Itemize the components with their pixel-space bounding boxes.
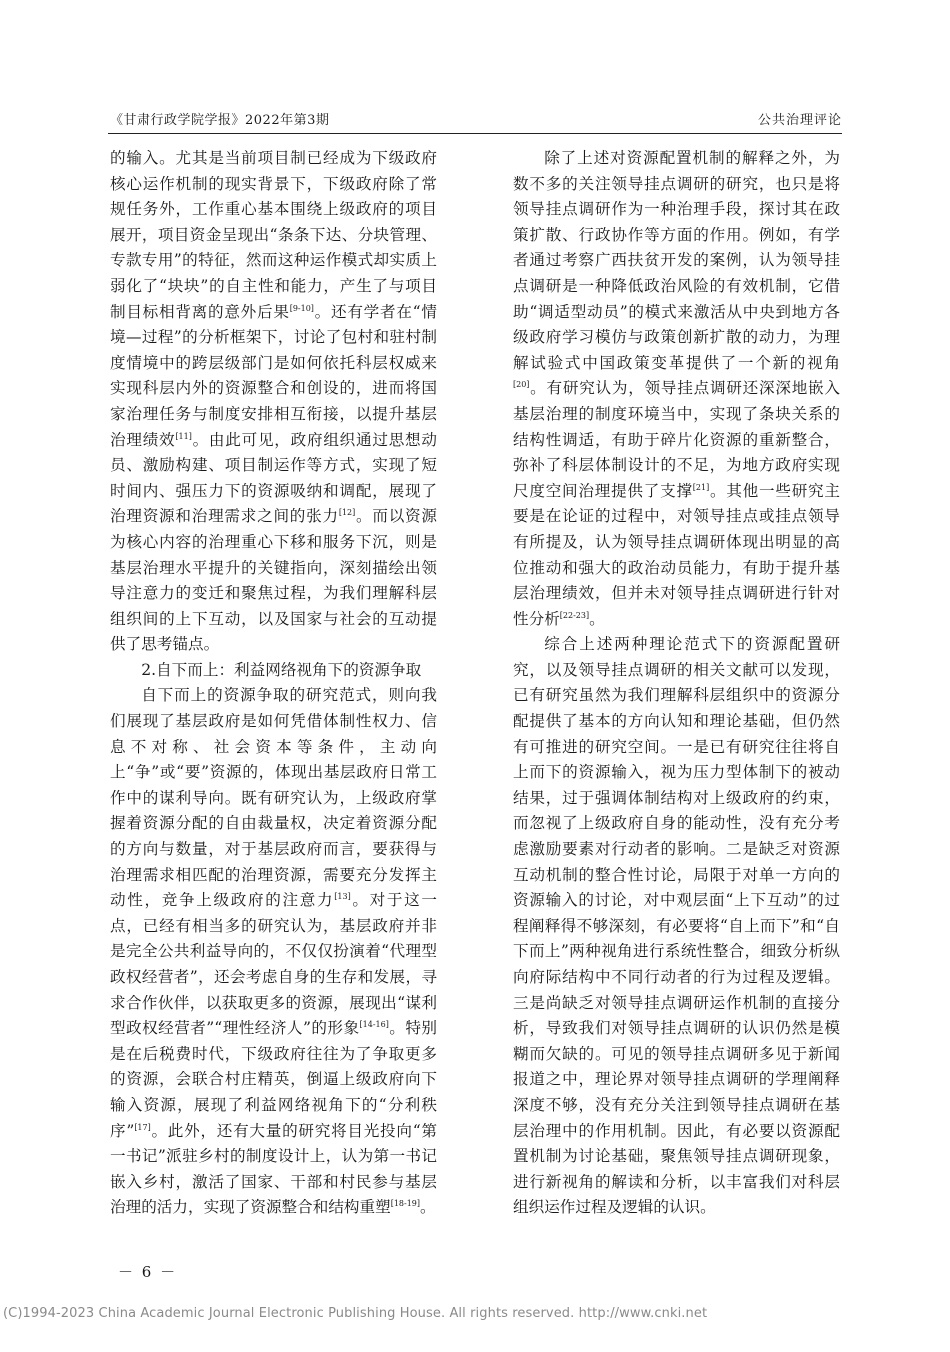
paragraph: 的输入。尤其是当前项目制已经成为下级政府核心运作机制的现实背景下，下级政府除了常规任务外，工作重心基本围绕上级政府的项目展开，项目资金呈现出“条条下达、分块管理、专款专用”的特征，然而这种运作模式却实质上弱化了“块块”的自主性和能力，产生了与项目制目标相背离的意外后果[9-10]。还有学者在“情境—过程”的分析框架下，讨论了包村和驻村制度情境中的跨层级部门是如何依托科层权威来实现科层内外的资源整合和创设的，进而将国家治理任务与制度安排相互衔接，以提升基层治理绩效[11]。由此可见，政府组织通过思想动员、激励构建、项目制运作等方式，实现了短时间内、强压力下的资源吸纳和调配，展现了治理资源和治理需求之间的张力[12]。而以资源为核心内容的治理重心下移和服务下沉，则是基层治理水平提升的关键指向，深刻描绘出领导注意力的变迁和聚焦过程，为我们理解科层组织间的上下互动，以及国家与社会的互动提供了思考锚点。 — [110, 149, 437, 654]
citation: [22-23] — [559, 610, 590, 620]
paragraph: 自下而上的资源争取的研究范式，则向我们展现了基层政府是如何凭借体制性权力、信息不对称、社会资本等条件，主动向上“争”或“要”资源的，体现出基层政府日常工作中的谋利导向。既有研究认为，上级政府掌握着资源分配的自由裁量权，决定着资源分配的方向与数量，对于基层政府而言，要获得与治理需求相匹配的治理资源，需要充分发挥主动性，竞争上级政府的注意力[13]。对于这一点，已经有相当多的研究认为，基层政府并非是完全公共利益导向的，不仅仅扮演着“代理型政权经营者”，还会考虑自身的生存和发展，寻求合作伙伴，以获取更多的资源，展现出“谋利型政权经营者”“理性经济人”的形象[14-16]。特别是在后税费时代，下级政府往往为了争取更多的资源，会联合村庄精英，倒逼上级政府向下输入资源，展现了利益网络视角下的“分利秩序”[17]。此外，还有大量的研究将目光投向“第一书记”派驻乡村的制度设计上，认为第一书记嵌入乡村，激活了国家、干部和村民参与基层治理的活力，实现了资源整合和结构重塑[18-19]。 — [110, 686, 437, 1217]
citation: [20] — [513, 380, 530, 390]
citation: [12] — [338, 508, 356, 518]
copyright-notice: (C)1994-2023 China Academic Journal Electronic Publishing House. All rights reserved. http://www.cnki.net — [3, 1306, 708, 1321]
section-heading: 2.自下而上：利益网络视角下的资源争取 — [141, 660, 422, 679]
citation: [11] — [175, 431, 192, 441]
citation: [9-10] — [289, 303, 314, 313]
paragraph: 综合上述两种理论范式下的资源配置研究，以及领导挂点调研的相关文献可以发现，已有研究虽然为我们理解科层组织中的资源分配提供了基本的方向认知和理论基础，但仍然有可推进的研究空间。一是已有研究往往将自上而下的资源输入，视为压力型体制下的被动结果，过于强调体制结构对上级政府的约束，而忽视了上级政府自身的能动性，没有充分考虑激励要素对行动者的影响。二是缺乏对资源互动机制的整合性讨论，局限于对单一方向的资源输入的讨论，对中观层面“上下互动”的过程阐释得不够深刻，有必要将“自上而下”和“自下而上”两种视角进行系统性整合，细致分析纵向府际结构中不同行动者的行为过程及逻辑。三是尚缺乏对领导挂点调研运作机制的直接分析，导致我们对领导挂点调研的认识仍然是模糊而欠缺的。可见的领导挂点调研多见于新闻报道之中，理论界对领导挂点调研的学理阐释深度不够，没有充分关注到领导挂点调研在基层治理中的作用机制。因此，有必要以资源配置机制为讨论基础，聚焦领导挂点调研现象，进行新视角的解读和分析，以丰富我们对科层组织运作过程及逻辑的认识。 — [513, 635, 840, 1217]
citation: [14-16] — [359, 1020, 389, 1030]
right-column — [513, 146, 840, 1221]
left-column — [110, 146, 437, 1221]
citation: [17] — [134, 1122, 151, 1132]
citation: [18-19] — [390, 1199, 421, 1209]
header-divider — [108, 133, 842, 134]
paragraph: 除了上述对资源配置机制的解释之外，为数不多的关注领导挂点调研的研究，也只是将领导挂点调研作为一种治理手段，探讨其在政策扩散、行政协作等方面的作用。例如，有学者通过考察广西扶贫开发的案例，认为领导挂点调研是一种降低政治风险的有效机制，它借助“调适型动员”的模式来激活从中央到地方各级政府学习模仿与政策创新扩散的动力，为理解试验式中国政策变革提供了一个新的视角[20]。有研究认为，领导挂点调研还深深地嵌入基层治理的制度环境当中，实现了条块关系的结构性调适，有助于碎片化资源的重新整合，弥补了科层体制设计的不足，为地方政府实现尺度空间治理提供了支撑[21]。其他一些研究主要是在论证的过程中，对领导挂点或挂点领导有所提及，认为领导挂点调研体现出明显的高位推动和强大的政治动员能力，有助于提升基层治理绩效，但并未对领导挂点调研进行针对性分析[22-23]。 — [513, 149, 840, 628]
running-header-section: 公共治理评论 — [757, 113, 842, 128]
citation: [13] — [334, 892, 351, 902]
running-header-journal: 《甘肃行政学院学报》2022年第3期 — [110, 113, 330, 128]
citation: [21] — [692, 482, 710, 492]
page-number: － 6 － — [118, 1263, 178, 1281]
